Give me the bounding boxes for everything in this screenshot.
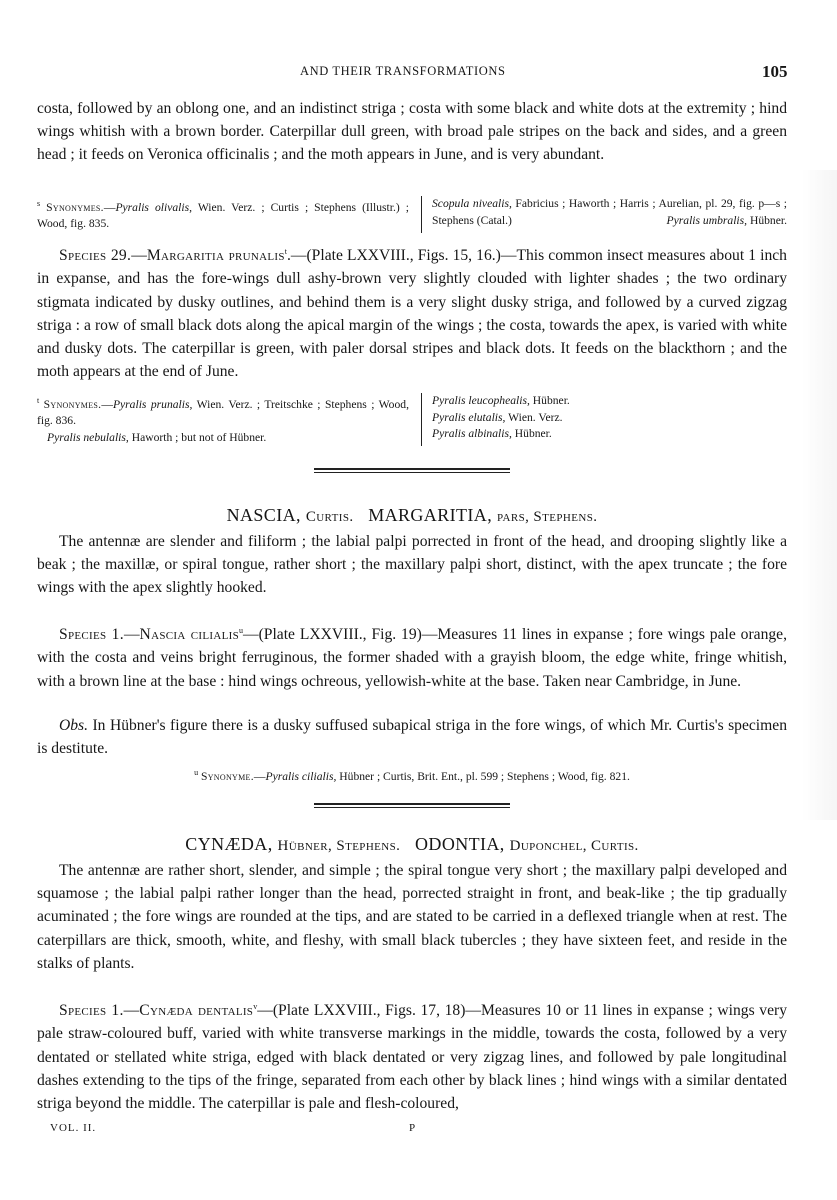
species-text: —(Plate LXXVIII., Figs. 17, 18)—Measures 10 or 11 lines in expanse ; wings very pale straw-coloured buff, varied with white transverse markings in the middle, towards the costa, followed by a very dentated or stellated white striga, edged with black dentated or very zigzag lines, and followed by pale longitudinal dashes extending to the tips of the fringe, separated from each other by black lines ; hind wings with a similar dentated striga beyond the middle. The caterpillar is pale and flesh-coloured, [37,1002,787,1112]
synonym-reference: Haworth ; but not of Hübner. [128,430,267,444]
species-text: .—(Plate LXXVIII., Figs. 15, 16.)—This common insect measures about 1 inch in expanse, and has the fore-wings dull ashy-brown very slightly clouded with lighter shades ; the two ordinary stigmata indicated by dusky outlines, and behind them is a very slight dusky striga, and followed by a curved zigzag striga : a row of small black dots along the apical margin of the wings ; the costa, towards the apex, is varied with white and dusky dots. The caterpillar is green, with paler dorsal stripes and black dots. It feeds on the blackthorn ; and the moth appears at the end of June. [37,247,787,381]
species-lead: Species 29. [59,247,132,265]
footnote-left-column: $^s$ Synonymes.—Pyralis olivalis, Wien. Verz. ; Curtis ; Stephens (Illustr.) ; Wood, fig. 835. [37,199,409,231]
page-number: 105 [762,62,788,81]
observation-lead: Obs. [59,717,89,734]
page-bleed-shadow [802,170,837,820]
footnote-mark: t [37,396,40,405]
footnote-mark: t [284,247,287,256]
nascia-genus-description: The antennæ are slender and filiform ; the labial palpi porrected in front of the head, and drooping slightly like a beak ; the maxillæ, or spiral tongue, rather short ; the maxillary palpi short, distinct, with the apex truncate ; the fore wings with the apex slightly hooked. [37,533,787,597]
genus-name: ODONTIA, [415,834,505,854]
genus-authority: pars, Stephens. [497,509,598,525]
synonym-reference: Fabricius ; Haworth ; Harris ; Aurelian, pl. 29, fig. p—s ; Stephens (Catal.) [432,197,787,227]
cynaeda-genus-description: The antennæ are rather short, slender, and simple ; the spiral tongue very short ; the maxillary palpi developed and squamose ; the labial palpi rather longer than the head, porrected straight in front, and beak-like ; the tip gradually acuminated ; the fore wings are rounded at the tips, and are stated to be carried in a deflexed triangle when at rest. The caterpillars are thick, smooth, white, and fleshy, with small black tubercles ; they have sixteen feet, and reside in the stalks of plants. [37,862,787,972]
footnote-synonyms-olivalis [37,196,787,233]
synonym-name: Pyralis leucophealis, [432,394,530,407]
species-lead: Species 1. [59,1002,124,1020]
genus-heading-cynaeda [37,834,787,855]
genus-name: NASCIA, [226,505,301,525]
genus-name: CYNÆDA, [185,834,273,854]
species-name: Cynæda dentalis [139,1002,254,1020]
signature-mark: P [409,1122,416,1134]
genus-authority: Duponchel, Curtis. [509,838,639,854]
synonym-reference: Wien. Verz. ; Treitschke ; Stephens ; Wood, fig. 836. [37,397,409,428]
nascia-species-1-description: Species 1.—Nascia cilialis$^u$—(Plate LXXVIII., Fig. 19)—Measures 11 lines in expanse ; fore wings pale orange, with the costa and veins bright ferruginous, the former shaded with a grayish bloom, the edge white, fringe whitish, with a brown line at the base : hind wings ochreous, yellowish-white at the base. Taken near Cambridge, in June. [37,626,787,690]
footnote-mark: s [37,199,41,208]
footnote-right-column [421,196,787,233]
synonym-name: Pyralis elutalis, [432,410,506,424]
footnote-label: Synonyme. [200,769,254,783]
footnote-synonyme-cilialis: $^u$ Synonyme.—Pyralis cilialis, Hübner ; Curtis, Brit. Ent., pl. 599 ; Stephens ; Wood, fig. 821. [194,768,630,783]
synonym-name: Pyralis olivalis, [115,200,192,214]
synonym-name: Pyralis albinalis, [432,427,512,440]
synonym-name: Pyralis nebulalis, [47,430,129,444]
section-divider [314,468,510,473]
volume-marker: VOL. II. [50,1122,97,1134]
genus-heading-nascia [37,505,787,526]
footnote-synonyms-prunalis [37,393,787,446]
paragraph-continuation: costa, followed by an oblong one, and an indistinct striga ; costa with some black and white dots at the extremity ; hind wings whitish with a brown border. Caterpillar dull green, with broad pale stripes on the back and sides, and a green head ; it feeds on Veronica officinalis ; and the moth appears in June, and is very abundant. [37,100,787,164]
footnote-label: Synonymes. [43,397,102,411]
nascia-observation [37,714,787,760]
synonym-reference: Hübner ; Curtis, Brit. Ent., pl. 599 ; Stephens ; Wood, fig. 821. [336,769,630,783]
genus-authority: Curtis. [305,509,354,525]
synonym-name: Pyralis cilialis, [265,769,337,783]
species-text: —(Plate LXXVIII., Fig. 19)—Measures 11 lines in expanse ; fore wings pale orange, with the costa and veins bright ferruginous, the former shaded with a grayish bloom, the edge white, fringe whitish, with a brown line at the base : hind wings ochreous, yellowish-white at the base. Taken near Cambridge, in June. [37,626,787,690]
running-title: AND THEIR TRANSFORMATIONS [300,64,506,78]
synonym-reference: Hübner. [747,213,787,227]
footnote-right-column [421,393,787,446]
synonym-reference: Wien. Verz. [505,410,563,424]
synonym-entry [667,213,787,230]
species-29-description: Species 29.—Margaritia prunalis$^t$.—(Plate LXXVIII., Figs. 15, 16.)—This common insect measures about 1 inch in expanse, and has the fore-wings dull ashy-brown very slightly clouded with lighter shades ; the two ordinary stigmata indicated by dusky outlines, and behind them is a very slight dusky striga, and followed by a curved zigzag striga : a row of small black dots along the apical margin of the wings ; the costa, towards the apex, is varied with white and dusky dots. The caterpillar is green, with paler dorsal stripes and black dots. It feeds on the blackthorn ; and the moth appears at the end of June. [37,247,787,381]
synonym-name: Pyralis umbralis, [666,213,748,227]
observation-text: In Hübner's figure there is a dusky suffused subapical striga in the fore wings, of which Mr. Curtis's specimen is destitute. [37,717,787,758]
species-name: Margaritia prunalis [146,247,285,265]
genus-authority: Hübner, Stephens. [277,838,401,854]
footnote-mark: v [253,1002,258,1011]
footnote-label: Synonymes. [46,200,104,214]
species-name: Nascia cilialis [139,626,240,644]
genus-name: MARGARITIA, [368,505,493,525]
footnote-mark: u [194,768,199,777]
synonym-reference: Hübner. [511,427,552,440]
section-divider [314,803,510,808]
synonym-name: Pyralis prunalis, [112,397,193,411]
cynaeda-species-1-description: Species 1.—Cynæda dentalis$^v$—(Plate LXXVIII., Figs. 17, 18)—Measures 10 or 11 lines in expanse ; wings very pale straw-coloured buff, varied with white transverse markings in the middle, towards the costa, followed by a very dentated or stellated white striga, edged with black dentated or very zigzag lines, and followed by pale longitudinal dashes extending to the tips of the fringe, separated from each other by black lines ; hind wings with a similar dentated striga beyond the middle. The caterpillar is pale and flesh-coloured, [37,1002,787,1112]
footnote-left-column: $^t$ Synonymes.—Pyralis prunalis, Wien. Verz. ; Treitschke ; Stephens ; Wood, fig. 836. Pyralis nebulalis, Haworth ; but not of Hübner. [37,396,409,444]
species-lead: Species 1. [59,626,124,644]
synonym-reference: Wien. Verz. ; Curtis ; Stephens (Illustr.) ; Wood, fig. 835. [37,200,409,231]
synonym-reference: Hübner. [529,394,570,407]
footnote-mark: u [239,626,244,635]
synonym-name: Scopula nivealis, [432,197,512,210]
